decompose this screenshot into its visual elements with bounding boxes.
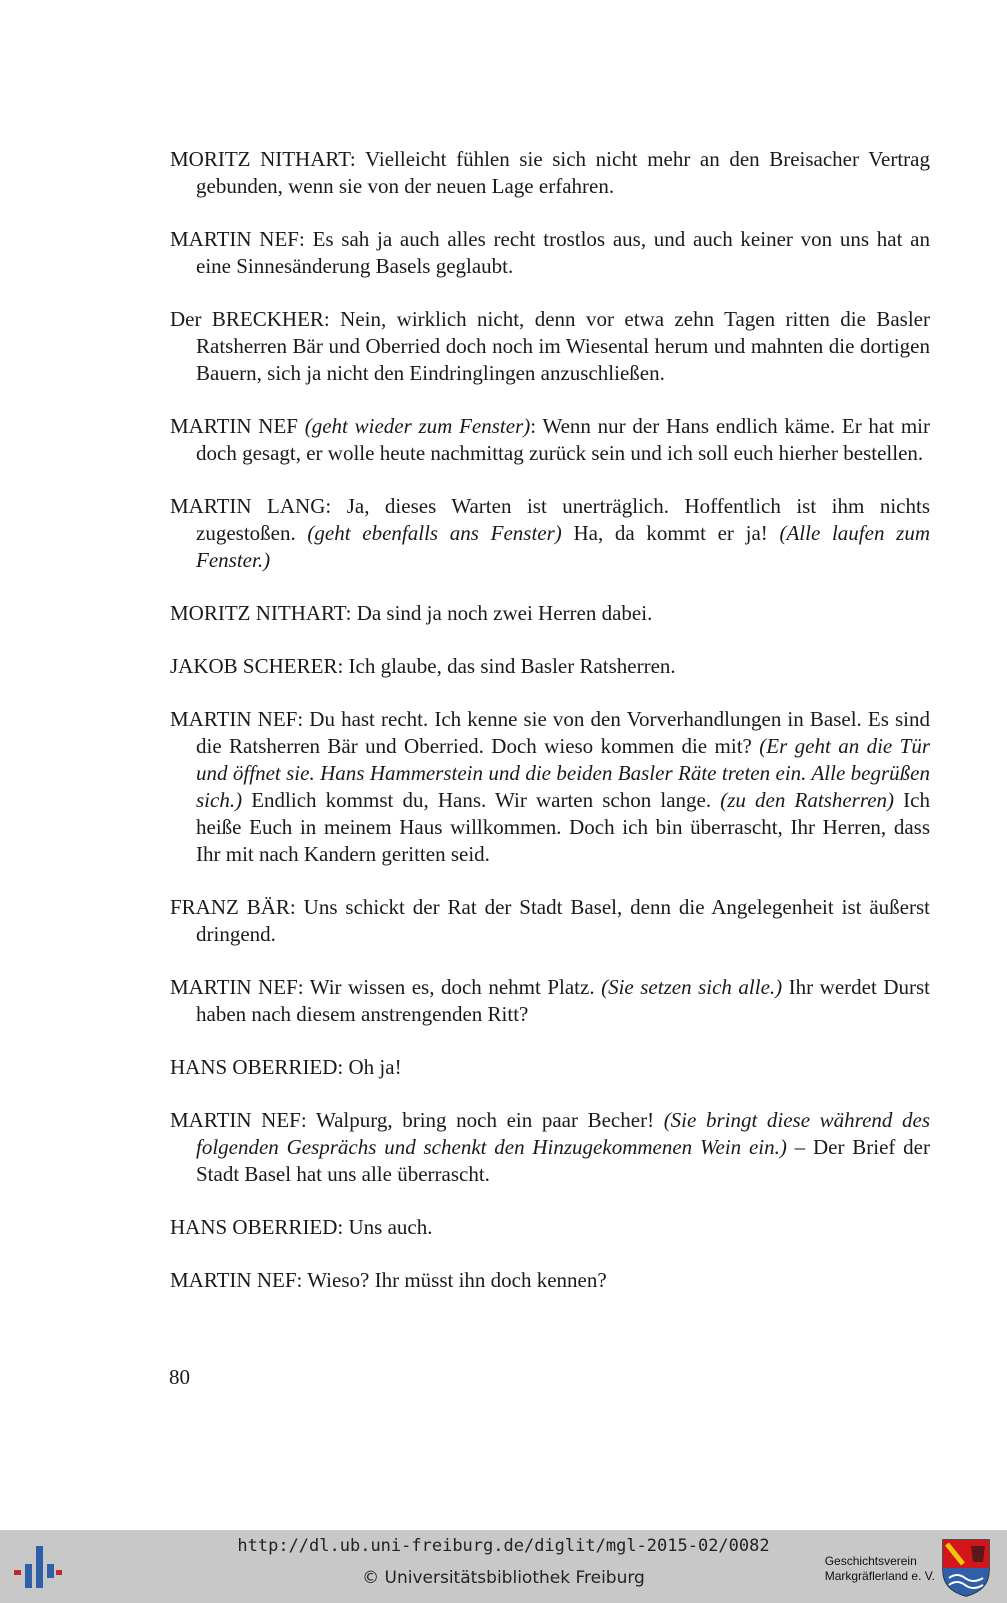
- dialogue-text: Ja, dieses Warten ist unerträglich. Hoffentlich ist ihm nichts zugestoßen.: [196, 494, 930, 545]
- society-name-line2: Markgräflerland e. V.: [824, 1569, 935, 1583]
- dialogue-paragraph: [170, 974, 930, 1028]
- stage-direction: (Alle laufen zum Fenster.): [196, 521, 930, 572]
- stage-direction: (geht wieder zum Fenster): [297, 414, 531, 438]
- dialogue-paragraph: [170, 600, 930, 627]
- dialogue-text: Wieso? Ihr müsst ihn doch kennen?: [302, 1268, 607, 1292]
- coat-of-arms-icon: [941, 1538, 991, 1598]
- speaker-name: MARTIN NEF:: [170, 975, 304, 999]
- dialogue-text: Du hast recht. Ich kenne sie von den Vorverhandlungen in Basel. Es sind die Ratsherren Bär und Oberried. Doch wieso kommen die mit?: [196, 707, 930, 758]
- dialogue-text: Uns auch.: [343, 1215, 433, 1239]
- society-name-line1: Geschichtsverein: [824, 1554, 917, 1568]
- stage-direction: (zu den Ratsherren): [720, 788, 895, 812]
- speaker-name: MORITZ NITHART:: [170, 147, 356, 171]
- speaker-name: HANS OBERRIED:: [170, 1215, 344, 1239]
- page-number: 80: [169, 1365, 190, 1389]
- document-url[interactable]: http://dl.ub.uni-freiburg.de/diglit/mgl-2015-02/0082: [237, 1536, 770, 1556]
- dialogue-paragraph: [170, 653, 930, 680]
- speaker-name: MARTIN NEF:: [170, 227, 305, 251]
- dialogue-paragraph: [170, 493, 930, 574]
- copyright-notice: © Universitätsbibliothek Freiburg: [362, 1568, 645, 1588]
- dialogue-text: Ihr werdet Durst haben nach diesem anstrengenden Ritt?: [196, 975, 931, 1026]
- dialogue-text: Ha, da kommt er ja!: [561, 521, 780, 545]
- speaker-name: FRANZ BÄR:: [170, 895, 296, 919]
- speaker-name: Der BRECKHER:: [170, 307, 330, 331]
- dialogue-paragraph: [170, 413, 930, 467]
- stage-direction: (geht ebenfalls ans Fenster): [307, 521, 562, 545]
- stage-direction: (Sie bringt diese während des folgenden Gesprächs und schenkt den Hinzugekommenen Wein ein.): [196, 1108, 930, 1159]
- dialogue-text: Walpurg, bring noch ein paar Becher!: [306, 1108, 664, 1132]
- dialogue-paragraph: [170, 706, 930, 868]
- dialogue-text: Nein, wirklich nicht, denn vor etwa zehn Tagen ritten die Basler Ratsherren Bär und Oberried doch noch im Wiesental herum und mahnten die dortigen Bauern, sich ja nicht den Eindringlingen anzuschließen.: [196, 307, 930, 385]
- dialogue-text: Vielleicht fühlen sie sich nicht mehr an den Breisacher Vertrag gebunden, wenn sie von der neuen Lage erfahren.: [196, 147, 930, 198]
- dialogue-text: Es sah ja auch alles recht trostlos aus, und auch keiner von uns hat an eine Sinnesänderung Basels geglaubt.: [196, 227, 931, 278]
- play-text: [170, 146, 930, 1320]
- speaker-name: MARTIN NEF: [170, 414, 298, 438]
- speaker-name: HANS OBERRIED:: [170, 1055, 344, 1079]
- viewer-footer: [0, 1530, 1007, 1603]
- dialogue-paragraph: [170, 1107, 930, 1188]
- stage-direction: (Er geht an die Tür und öffnet sie. Hans Hammerstein und die beiden Basler Räte treten ein. Alle begrüßen sich.): [196, 734, 930, 812]
- speaker-name: JAKOB SCHERER:: [170, 654, 344, 678]
- dialogue-paragraph: [170, 1054, 930, 1081]
- dialogue-text: Ich glaube, das sind Basler Ratsherren.: [343, 654, 676, 678]
- dialogue-paragraph: [170, 306, 930, 387]
- dialogue-text: Endlich kommst du, Hans. Wir warten schon lange.: [242, 788, 721, 812]
- stage-direction: (Sie setzen sich alle.): [601, 975, 783, 999]
- speaker-name: MARTIN LANG:: [170, 494, 332, 518]
- dialogue-paragraph: [170, 1214, 930, 1241]
- dialogue-text: Da sind ja noch zwei Herren dabei.: [351, 601, 653, 625]
- speaker-name: MARTIN NEF:: [170, 707, 304, 731]
- dialogue-text: Wir wissen es, doch nehmt Platz.: [303, 975, 602, 999]
- society-name: [825, 1554, 935, 1584]
- dialogue-paragraph: [170, 226, 930, 280]
- dialogue-paragraph: [170, 1267, 930, 1294]
- speaker-name: MARTIN NEF:: [170, 1108, 307, 1132]
- dialogue-text: Ich heiße Euch in meinem Haus willkommen. Doch ich bin überrascht, Ihr Herren, dass Ihr mit nach Kandern geritten seid.: [196, 788, 930, 866]
- dialogue-paragraph: [170, 894, 930, 948]
- dialogue-text: Oh ja!: [343, 1055, 402, 1079]
- dialogue-text: Uns schickt der Rat der Stadt Basel, denn die Angelegenheit ist äußerst dringend.: [196, 895, 931, 946]
- dialogue-text: – Der Brief der Stadt Basel hat uns alle überrascht.: [196, 1135, 930, 1186]
- speaker-name: MORITZ NITHART:: [170, 601, 352, 625]
- dialogue-paragraph: [170, 146, 930, 200]
- dialogue-text: : Wenn nur der Hans endlich käme. Er hat mir doch gesagt, er wolle heute nachmittag zurück sein und ich soll euch hierher bestellen.: [196, 414, 930, 465]
- speaker-name: MARTIN NEF:: [170, 1268, 303, 1292]
